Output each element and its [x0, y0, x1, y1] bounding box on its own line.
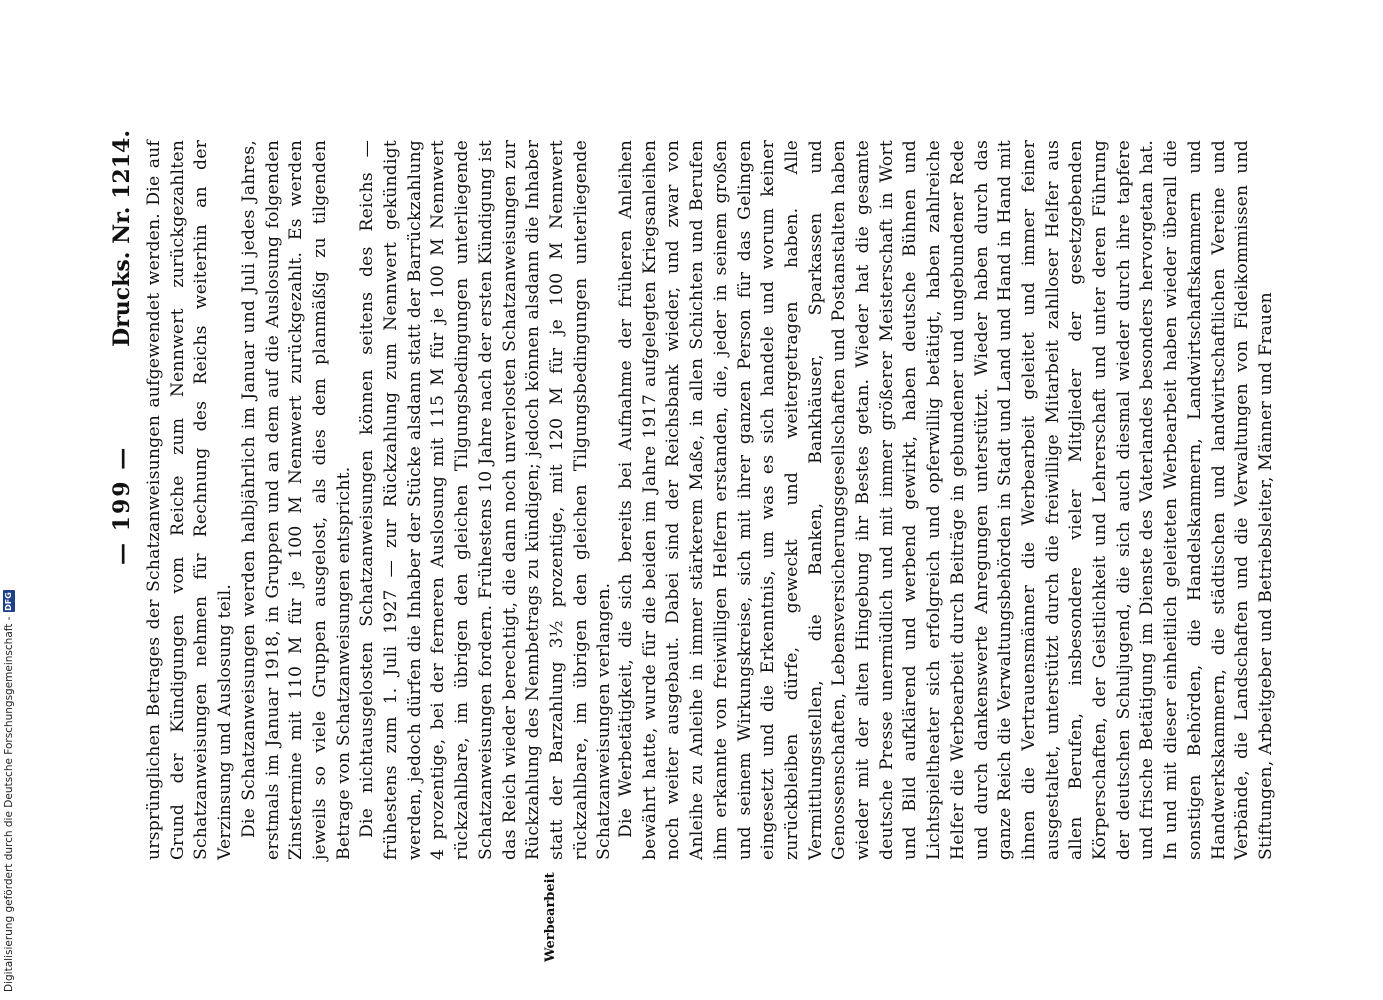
document-page [95, 100, 1295, 1000]
paragraph: Die nichtausgelosten Schatzanweisungen können seitens des Reichs — frühestens zum 1. Juli 1927 — zur Rückzahlung zum Nennwert gekündigt werden, jedoch dürfen die Inhaber der Stücke alsdann statt der Barrückzahlung 4 prozentige, bei der ferneren Auslosung mit 115 M für je 100 M Nennwert rückzahlbare, im übrigen den gleichen Tilgungsbedingungen unterliegende Schatzanweisungen fordern. Frühestens 10 Jahre nach der ersten Kündigung ist das Reich wieder berechtigt, die dann noch unverlosten Schatzanweisungen zur Rückzahlung des Nennbetrags zu kündigen; jedoch können alsdann die Inhaber statt der Barzahlung 3½ prozentige, mit 120 M für je 100 M Nennwert rückzahlbare, im übrigen den gleichen Tilgungsbedingungen unterliegende Schatzanweisungen verlangen. [357, 140, 615, 860]
margin-note: Werbearbeit [543, 872, 558, 962]
page-number: — 199 — [109, 445, 135, 565]
digitization-credit [0, 0, 18, 1000]
paragraph: Die Schatzanweisungen werden halbjährlich im Januar und Juli jedes Jahres, erstmals im Januar 1918, in Gruppen und an dem auf die Auslosung folgenden Zinstermine mit 110 M für je 100 M Nennwert zurückgezahlt. Es werden jeweils so viele Gruppen ausgelost, als dies dem planmäßig zu tilgenden Betrage von Schatzanweisungen entspricht. [238, 140, 354, 860]
credit-text: Digitalisierung gefördert durch die Deutsche Forschungsgemeinschaft - [3, 616, 15, 992]
dfg-logo-icon: DFG [4, 592, 13, 611]
document-reference: Drucks. Nr. 1214. [109, 130, 135, 347]
paragraph: Die Werbetätigkeit, die sich bereits bei Aufnahme der früheren Anleihen bewährt hatte, wurde für die beiden im Jahre 1917 aufgelegten Kriegsanleihen noch weiter ausgebaut. Dabei sind der Reichsbank wieder, und zwar von Anleihe zu Anleihe in immer stärkerem Maße, in allen Schichten und Berufen ihm erkannte von freiwilligen Helfern erstanden, die, jeder in seinem großen und seinem Wirkungskreise, sich mit ihrer ganzen Person für das Gelingen eingesetzt und die Erkenntnis, um was es sich handele und worum keiner zurückbleiben dürfe, geweckt und weitergetragen haben. Alle Vermittlungsstellen, die Banken, Bankhäuser, Sparkassen und Genossenschaften, Lebensversicherungsgesellschaften und Postanstalten haben wieder mit der alten Hingebung ihr Bestes getan. Wieder hat die gesamte deutsche Presse unermüdlich und mit immer größerer Meisterschaft in Wort und Bild aufklärend und werbend gewirkt, haben deutsche Bühnen und Lichtspieltheater sich erfolgreich und opferwillig betätigt, haben zahlreiche Helfer die Werbearbeit durch Beiträge in gebundener und ungebundener Rede und durch dankenswerte Anregungen unterstützt. Wieder haben durch das ganze Reich die Verwaltungsbehörden in Stadt und Land und Hand in Hand mit ihnen die Vertrauensmänner die Werbearbeit geleitet und immer feiner ausgestaltet, unterstützt durch die freiwillige Mitarbeit zahlloser Helfer aus allen Berufen, insbesondere vieler Mitglieder der gesetzgebenden Körperschaften, der Geistlichkeit und Lehrerschaft und unter deren Führung der deutschen Schuljugend, die sich auch diesmal wieder durch ihre tapfere und frische Betätigung im Dienste des Vaterlandes besonders hervorgetan hat. In und mit dieser einheitlich geleiteten Werbearbeit haben wieder überall die sonstigen Behörden, die Handelskammern, Landwirtschaftskammern und Handwerkskammern, die städtischen und landwirtschaftlichen Vereine und Verbände, die Landschaften und die Verwaltungen von Fideikommissen und Stiftungen, Arbeitgeber und Betriebsleiter, Männer und Frauen [616, 140, 1276, 860]
text-block-upper [143, 140, 617, 860]
text-block-werbearbeit [615, 140, 1279, 860]
paragraph: ursprünglichen Betrages der Schatzanweisungen aufgewendet werden. Die auf Grund der Kündigungen vom Reiche zum Nennwert zurückgezahlten Schatzanweisungen nehmen für Rechnung des Reichs weiterhin an der Verzinsung und Auslosung teil. [144, 140, 236, 860]
page-header [105, 130, 139, 885]
